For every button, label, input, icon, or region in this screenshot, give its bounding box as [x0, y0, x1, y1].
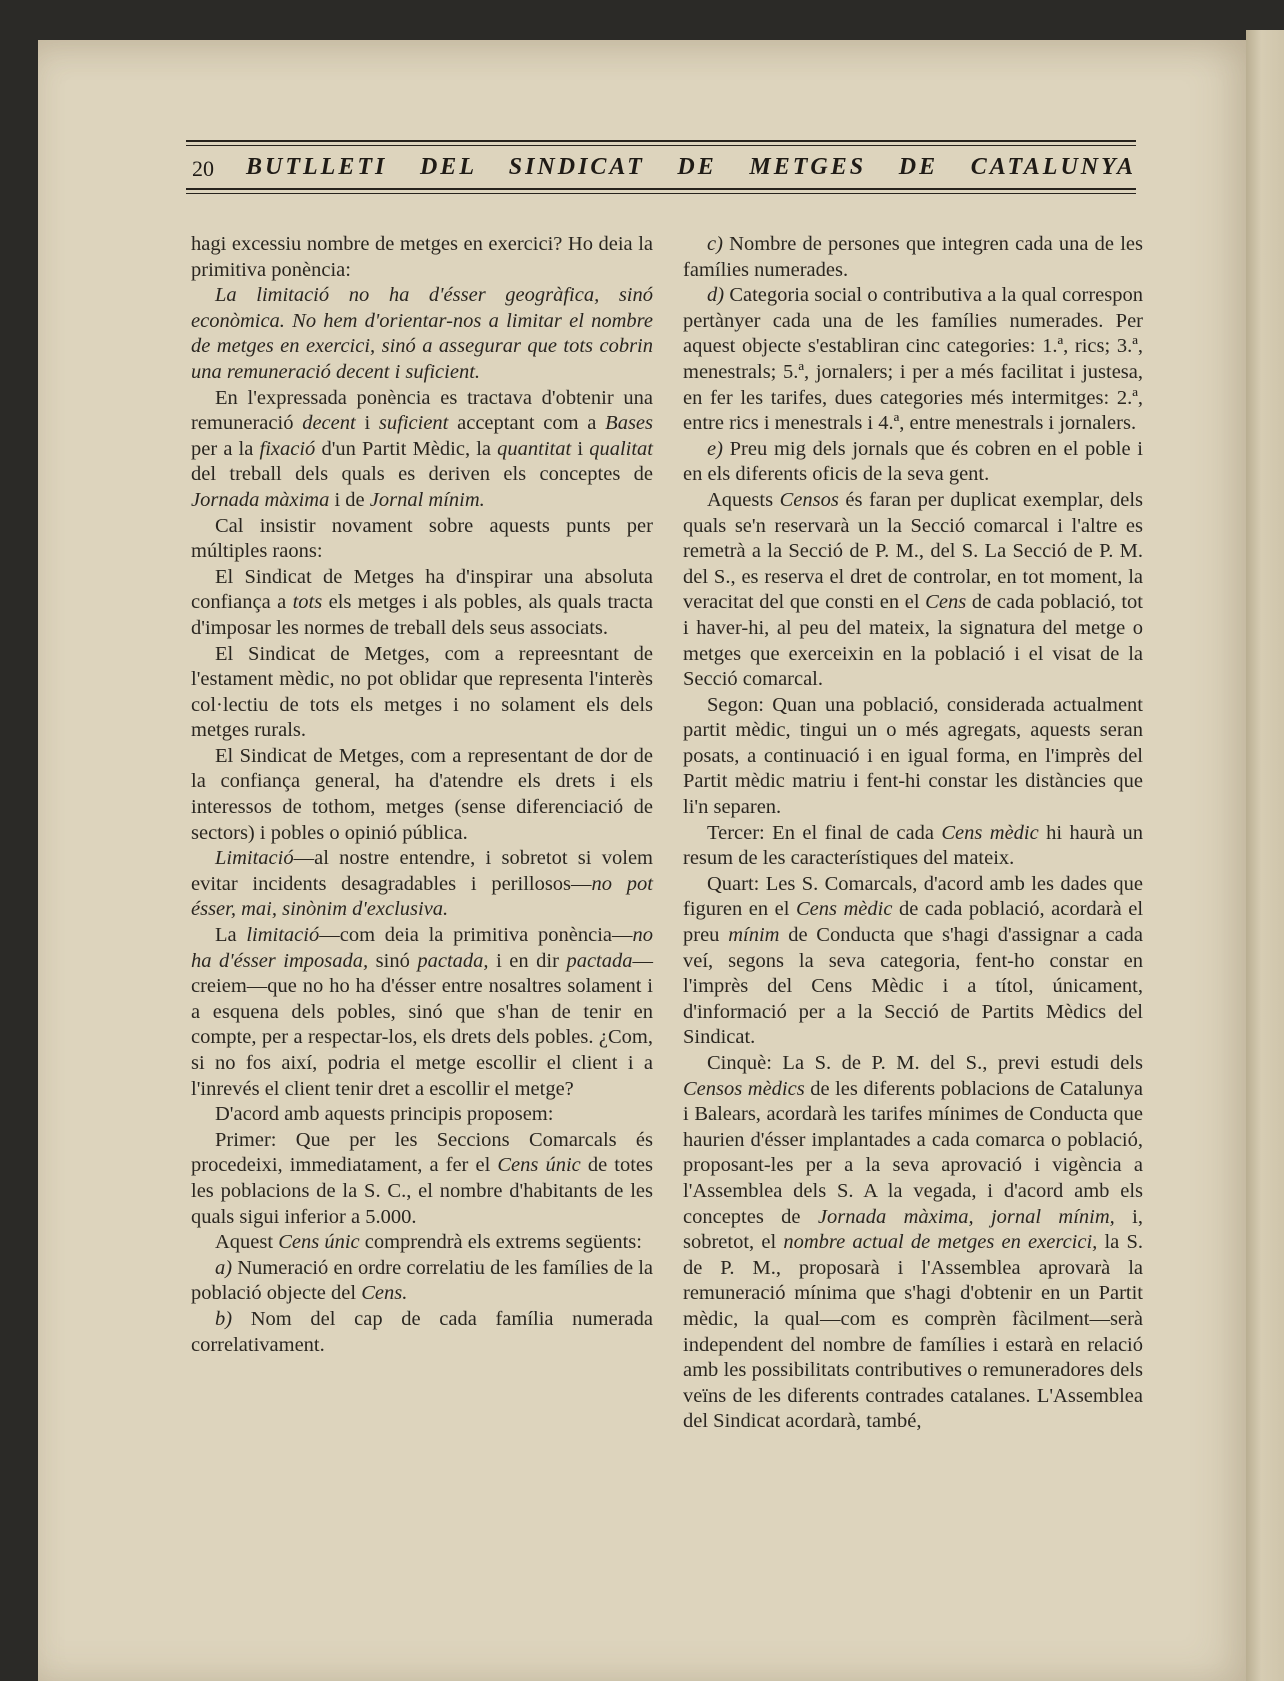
quoted-paragraph: La limitació no ha d'ésser geogràfica, sinó econòmica. No hem d'orientar-nos a limitar el nombre de metges en exercici, sinó a assegurar que tots cobrin una remuneració decent i suficient.: [191, 284, 653, 383]
header-rule: [186, 145, 1136, 146]
paragraph: Segon: Quan una població, considerada actualment partit mèdic, tingui un o més agregats, aquests seran posats, a continuació i en igual forma, en l'imprès del Partit mèdic matriu i fent-hi constar les distàncies que li'n separen.: [683, 693, 1143, 819]
paragraph: Cal insistir novament sobre aquests punts per múltiples raons:: [191, 514, 653, 563]
paragraph: Cinquè: La S. de P. M. del S., previ estudi dels Censos mèdics de les diferents poblacions de Catalunya i Balears, acordarà les tarifes mínimes de Conducta que haurien d'ésser implantades a cada comarca o població, proposant-les per a la seva aprovació i vigència a l'Assemblea dels S. A la vegada, i d'acord amb els conceptes de Jornada màxima, jornal mínim, i, sobretot, el nombre actual de metges en exercici, la S. de P. M., proposarà i l'Assemblea aprovarà la remuneració mínima que s'hagi d'obtenir en un Partit mèdic, la qual—com es comprèn fàcilment—serà independent del nombre de famílies i estarà en relació amb les possibilitats contributives o remuneradores dels veïns de les diferents contrades catalanes. L'Assemblea del Sindicat acordarà, també,: [683, 1052, 1144, 1433]
paragraph: El Sindicat de Metges ha d'inspirar una absoluta confiança a tots els metges i als pobles, als quals tracta d'imposar les normes de treball dels seus associats.: [191, 565, 653, 639]
paragraph: En l'expressada ponència es tractava d'obtenir una remuneració decent i suficient acceptant com a Bases per a la fixació d'un Partit Mèdic, la quantitat i qualitat del treball dels quals es deriven els conceptes de Jornada màxima i de Jornal mínim.: [191, 386, 653, 511]
header-rule: [186, 193, 1136, 194]
left-column: [191, 232, 653, 1358]
paragraph: hagi excessiu nombre de metges en exercici? Ho deia la primitiva ponència:: [191, 233, 653, 281]
next-page-edge: [1246, 30, 1284, 1681]
header-rule: [186, 188, 1136, 190]
paragraph: Tercer: En el final de cada Cens mèdic hi haurà un resum de les característiques del mateix.: [683, 821, 1143, 870]
page-number: 20: [192, 156, 214, 181]
list-item: d) Categoria social o contributiva a la qual correspon pertànyer cada una de les famílies numerades. Per aquest objecte s'establiran cinc categories: 1.ª, rics; 3.ª, menestrals; 5.ª, jornalers; i per a més facilitat i justesa, en fer les tarifes, dues categories més intermitges: 2.ª, entre rics i menestrals i 4.ª, entre menestrals i jornalers.: [683, 284, 1143, 435]
list-item: c) Nombre de persones que integren cada una de les famílies numerades.: [683, 233, 1143, 281]
paragraph: El Sindicat de Metges, com a repreesntant de l'estament mèdic, no pot oblidar que representa l'interès col·lectiu de tots els metges i no solament els dels metges rurals.: [191, 642, 653, 742]
right-column: [683, 232, 1143, 1435]
list-item: a) Numeració en ordre correlatiu de les famílies de la població objecte del Cens.: [191, 1256, 653, 1305]
list-item: e) Preu mig dels jornals que és cobren en el poble i en els diferents oficis de la seva gent.: [683, 437, 1143, 486]
page-header: [186, 140, 1136, 196]
paragraph: Limitació—al nostre entendre, i sobretot si volem evitar incidents desagradables i perillosos—no pot ésser, mai, sinònim d'exclusiva.: [191, 847, 653, 921]
paragraph: La limitació—com deia la primitiva ponència—no ha d'ésser imposada, sinó pactada, i en dir pactada—creiem—que no ho ha d'ésser entre nosaltres solament i a esquena dels pobles, sinó que s'han de tenir en compte, per a respectar-los, els drets dels pobles. ¿Com, si no fos així, podria el metge escollir el client i a l'inrevés el client tenir dret a escollir el metge?: [191, 924, 653, 1100]
publication-title: BUTLLETI DEL SINDICAT DE METGES DE CATALUNYA: [246, 154, 1136, 180]
paragraph: D'acord amb aquests principis proposem:: [215, 1103, 554, 1126]
paragraph: Aquest Cens únic comprendrà els extrems següents:: [215, 1231, 642, 1254]
paragraph: Aquests Censos és faran per duplicat exemplar, dels quals se'n reservarà un la Secció comarcal i l'altre es remetrà a la Secció de P. M., del S. La Secció de P. M. del S., es reserva el dret de controlar, en tot moment, la veracitat del que consti en el Cens de cada població, tot i haver-hi, al peu del mateix, la signatura del metge o metges que exerceixin en la població i el visat de la Secció comarcal.: [683, 488, 1143, 691]
header-rule: [186, 140, 1136, 142]
paragraph: Primer: Que per les Seccions Comarcals és procedeixi, immediatament, a fer el Cens únic de totes les poblacions de la S. C., el nombre d'habitants de les quals sigui inferior a 5.000.: [191, 1128, 653, 1228]
paragraph: Quart: Les S. Comarcals, d'acord amb les dades que figuren en el Cens mèdic de cada població, acordarà el preu mínim de Conducta que s'hagi d'assignar a cada veí, segons la seva categoria, fent-ho constar en l'imprès del Cens Mèdic i a títol, únicament, d'informació per a la Secció de Partits Mèdics del Sindicat.: [683, 872, 1144, 1049]
paragraph: El Sindicat de Metges, com a representant de dor de la confiança general, ha d'atendre els drets i els interessos de tothom, metges (sense diferenciació de sectors) i pobles o opinió pública.: [191, 744, 653, 844]
list-item: b) Nom del cap de cada família numerada correlativament.: [191, 1307, 653, 1356]
